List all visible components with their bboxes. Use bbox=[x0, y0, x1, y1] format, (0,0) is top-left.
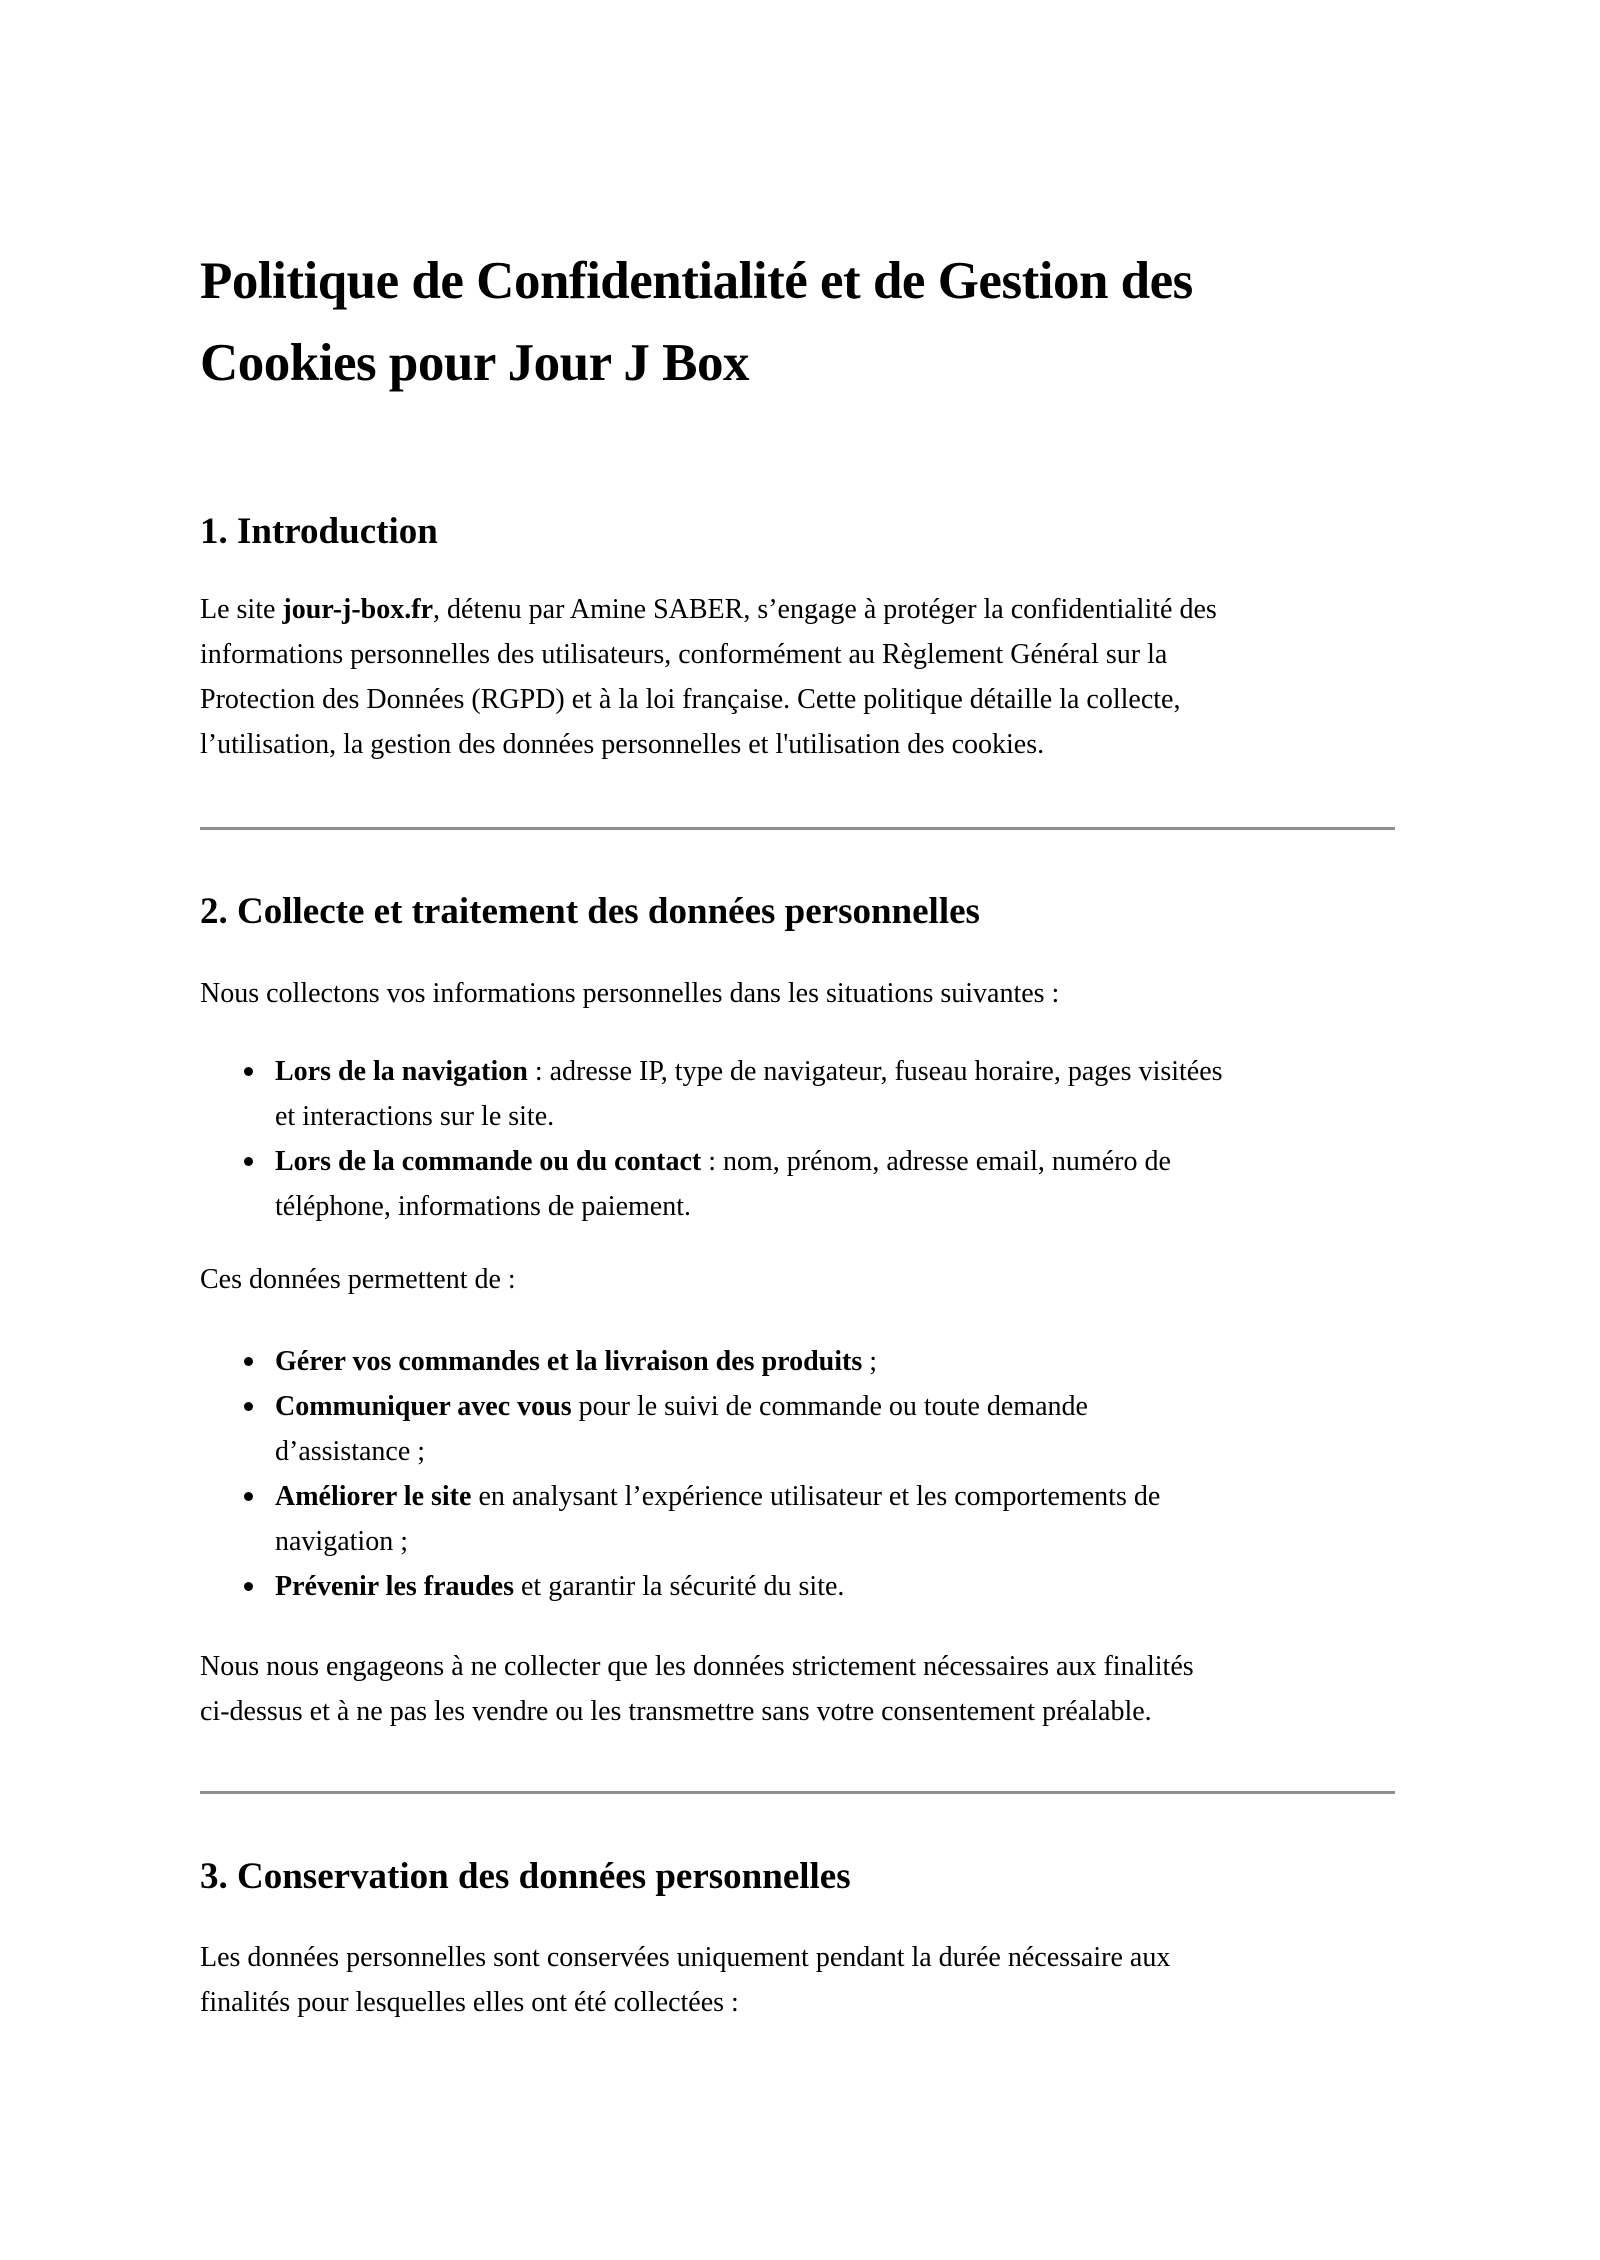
text-run: navigation ; bbox=[275, 1526, 408, 1557]
retention-paragraph bbox=[200, 1935, 1395, 2025]
bullet-icon bbox=[244, 1067, 253, 1076]
text-run: , détenu par Amine SABER, s’engage à protéger la confidentialité des bbox=[433, 594, 1217, 625]
text-line bbox=[200, 322, 1395, 404]
collection-situations-list bbox=[200, 1049, 1395, 1229]
section-1-heading: 1. Introduction bbox=[200, 511, 438, 552]
text-run: Ces données permettent de : bbox=[200, 1264, 516, 1295]
text-line bbox=[275, 1049, 1395, 1094]
list-item bbox=[200, 1474, 1395, 1564]
bold-text-run: Prévenir les fraudes bbox=[275, 1571, 514, 1602]
text-line bbox=[200, 632, 1395, 677]
text-line bbox=[275, 1384, 1395, 1429]
bold-text-run: Lors de la commande ou du contact bbox=[275, 1146, 702, 1177]
text-line bbox=[200, 240, 1395, 322]
text-run: pour le suivi de commande ou toute demande bbox=[571, 1391, 1088, 1422]
text-line bbox=[200, 1689, 1395, 1734]
bold-text-run: Améliorer le site bbox=[275, 1481, 472, 1512]
list-item-text bbox=[275, 1339, 1395, 1384]
text-line bbox=[275, 1339, 1395, 1384]
collection-intro-paragraph bbox=[200, 971, 1395, 1016]
list-item bbox=[200, 1564, 1395, 1609]
text-run: Nous nous engageons à ne collecter que les données strictement nécessaires aux finalités bbox=[200, 1651, 1194, 1682]
text-run: : nom, prénom, adresse email, numéro de bbox=[701, 1146, 1171, 1177]
text-line bbox=[275, 1429, 1395, 1474]
section-divider-1 bbox=[200, 827, 1395, 830]
text-run: ; bbox=[862, 1346, 878, 1377]
list-item-text bbox=[275, 1474, 1395, 1564]
bullet-icon bbox=[244, 1357, 253, 1366]
list-item bbox=[200, 1139, 1395, 1229]
text-line bbox=[200, 1980, 1395, 2025]
text-line bbox=[200, 1935, 1395, 1980]
text-run: Nous collectons vos informations personnelles dans les situations suivantes : bbox=[200, 978, 1060, 1009]
list-item-text bbox=[275, 1384, 1395, 1474]
section-divider-2 bbox=[200, 1791, 1395, 1794]
text-run: d’assistance ; bbox=[275, 1436, 426, 1467]
text-run: Le site bbox=[200, 594, 283, 625]
list-item bbox=[200, 1339, 1395, 1384]
data-purposes-list bbox=[200, 1339, 1395, 1609]
text-line bbox=[275, 1094, 1395, 1139]
text-line bbox=[200, 722, 1395, 767]
list-item bbox=[200, 1384, 1395, 1474]
bold-text-run: jour-j-box.fr bbox=[282, 594, 434, 625]
text-run: téléphone, informations de paiement. bbox=[275, 1191, 691, 1222]
text-line bbox=[200, 587, 1395, 632]
text-line bbox=[275, 1564, 1395, 1609]
section-2-heading: 2. Collecte et traitement des données personnelles bbox=[200, 891, 980, 932]
intro-paragraph bbox=[200, 587, 1395, 767]
text-line bbox=[200, 677, 1395, 722]
text-run: : adresse IP, type de navigateur, fuseau horaire, pages visitées bbox=[527, 1056, 1223, 1087]
text-line bbox=[275, 1519, 1395, 1564]
text-line bbox=[200, 971, 1395, 1016]
text-run: finalités pour lesquelles elles ont été collectées : bbox=[200, 1987, 739, 2018]
section-3-heading: 3. Conservation des données personnelles bbox=[200, 1856, 851, 1897]
commitment-paragraph bbox=[200, 1644, 1395, 1734]
text-run: et interactions sur le site. bbox=[275, 1101, 555, 1132]
text-line bbox=[200, 1257, 1395, 1302]
text-line bbox=[275, 1184, 1395, 1229]
text-run: en analysant l’expérience utilisateur et les comportements de bbox=[471, 1481, 1161, 1512]
text-run: Protection des Données (RGPD) et à la loi française. Cette politique détaille la collecte, bbox=[200, 684, 1181, 715]
text-line bbox=[275, 1474, 1395, 1519]
bullet-icon bbox=[244, 1582, 253, 1591]
list-item bbox=[200, 1049, 1395, 1139]
text-run: ci-dessus et à ne pas les vendre ou les transmettre sans votre consentement préalable. bbox=[200, 1696, 1152, 1727]
list-item-text bbox=[275, 1049, 1395, 1139]
bold-text-run: Lors de la navigation bbox=[275, 1056, 528, 1087]
text-run: Politique de Confidentialité et de Gestion des bbox=[200, 252, 1193, 310]
text-line bbox=[275, 1139, 1395, 1184]
bullet-icon bbox=[244, 1492, 253, 1501]
text-run: et garantir la sécurité du site. bbox=[513, 1571, 845, 1602]
page-title bbox=[200, 240, 1395, 404]
list-item-text bbox=[275, 1564, 1395, 1609]
text-line bbox=[200, 1644, 1395, 1689]
text-run: Les données personnelles sont conservées uniquement pendant la durée nécessaire aux bbox=[200, 1942, 1171, 1973]
text-run: l’utilisation, la gestion des données personnelles et l'utilisation des cookies. bbox=[200, 729, 1045, 760]
purposes-intro-paragraph bbox=[200, 1257, 1395, 1302]
text-run: Cookies pour Jour J Box bbox=[200, 334, 750, 392]
bold-text-run: Gérer vos commandes et la livraison des produits bbox=[275, 1346, 863, 1377]
bullet-icon bbox=[244, 1402, 253, 1411]
bold-text-run: Communiquer avec vous bbox=[275, 1391, 572, 1422]
list-item-text bbox=[275, 1139, 1395, 1229]
bullet-icon bbox=[244, 1157, 253, 1166]
text-run: informations personnelles des utilisateurs, conformément au Règlement Général sur la bbox=[200, 639, 1168, 670]
